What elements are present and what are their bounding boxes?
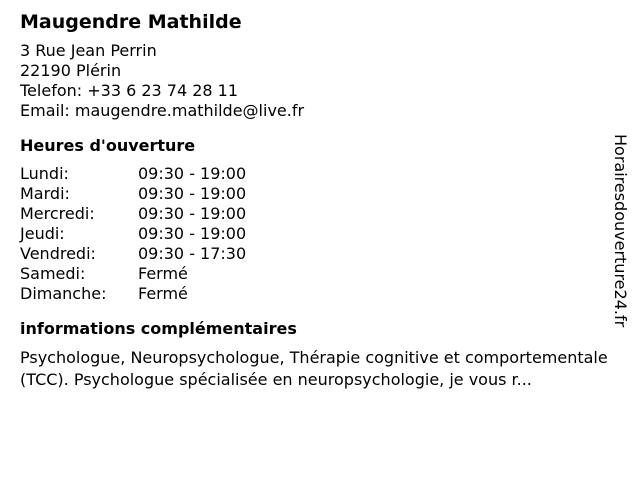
hours-row-thursday [20, 224, 620, 244]
hours-time: 09:30 - 19:00 [138, 164, 247, 183]
additional-info-text: Psychologue, Neuropsychologue, Thérapie cognitive et comportementale (TCC). Psychologue spécialisée en neuropsychologie, je vous r... [20, 348, 608, 389]
hours-row-saturday [20, 264, 620, 284]
hours-day: Mercredi: [20, 204, 95, 223]
hours-time: Fermé [138, 264, 188, 283]
opening-hours-table [20, 164, 620, 304]
phone-number: Telefon: +33 6 23 74 28 11 [20, 81, 239, 100]
hours-day: Vendredi: [20, 244, 96, 263]
hours-time: 09:30 - 19:00 [138, 224, 247, 243]
business-name: Maugendre Mathilde [20, 11, 242, 33]
address-city: 22190 Plérin [20, 61, 122, 80]
hours-row-friday [20, 244, 620, 264]
email-address: Email: maugendre.mathilde@live.fr [20, 101, 305, 120]
hours-row-tuesday [20, 184, 620, 204]
address-street: 3 Rue Jean Perrin [20, 41, 157, 60]
hours-day: Lundi: [20, 164, 69, 183]
business-card [20, 10, 620, 391]
hours-row-sunday [20, 284, 620, 304]
hours-time: 09:30 - 17:30 [138, 244, 247, 263]
hours-time: Fermé [138, 284, 188, 303]
additional-info-heading: informations complémentaires [20, 319, 297, 338]
hours-day: Dimanche: [20, 284, 107, 303]
hours-time: 09:30 - 19:00 [138, 184, 247, 203]
hours-row-monday [20, 164, 620, 184]
hours-day: Mardi: [20, 184, 70, 203]
opening-hours-heading: Heures d'ouverture [20, 136, 196, 155]
hours-time: 09:30 - 19:00 [138, 204, 247, 223]
site-watermark: Horairesdouverture24.fr [611, 134, 630, 328]
hours-day: Jeudi: [20, 224, 65, 243]
hours-row-wednesday [20, 204, 620, 224]
hours-day: Samedi: [20, 264, 86, 283]
